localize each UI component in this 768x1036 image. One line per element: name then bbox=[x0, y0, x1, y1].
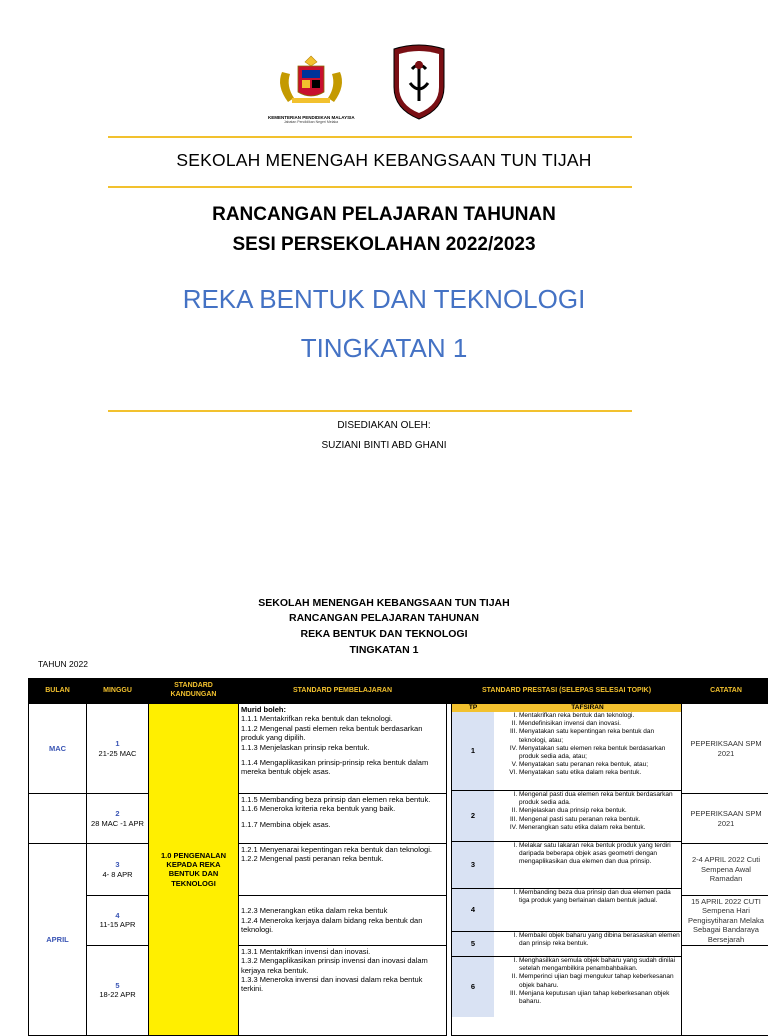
learning-item: 1.2.2 Mengenal pasti peranan reka bentuk. bbox=[241, 854, 444, 863]
prestasi-cell bbox=[452, 704, 682, 1036]
cover-school-name: SEKOLAH MENENGAH KEBANGSAAN TUN TIJAH bbox=[0, 150, 768, 171]
p2-year: TAHUN 2022 bbox=[38, 659, 88, 669]
tafsiran-item: III. Menjana keputusan ujian tahap keberkesanan objek baharu. bbox=[519, 990, 681, 1006]
tafsiran-item: II. Memperinci ujian bagi mengukur tahap keberkesanan objek baharu. bbox=[519, 973, 681, 989]
learning-cell bbox=[239, 844, 447, 896]
tp-label: TP bbox=[452, 704, 494, 712]
tafsiran-label: TAFSIRAN bbox=[494, 704, 681, 712]
cover-form: TINGKATAN 1 bbox=[0, 333, 768, 364]
catatan-note: PEPERIKSAAN SPM 2021 bbox=[682, 704, 768, 794]
tafsiran-item: IV. Menyatakan satu elemen reka bentuk berdasarkan produk sedia ada, atau; bbox=[519, 745, 681, 761]
learning-item: 1.1.6 Meneroka kriteria reka bentuk yang baik. bbox=[241, 804, 444, 813]
table-header-row bbox=[29, 679, 768, 704]
tafsiran-item: I. Melakar satu lakaran reka bentuk produk yang terdiri daripada beberapa objek asas geometri dengan mengaplikasikan dua elemen dan dua prinsip. bbox=[519, 842, 681, 866]
col-sk: STANDARD KANDUNGAN bbox=[149, 679, 239, 704]
murid-boleh: Murid boleh: bbox=[241, 705, 444, 714]
learning-item: 1.2.3 Menerangkan etika dalam reka bentuk bbox=[241, 906, 444, 915]
learning-item: 1.3.2 Mengaplikasikan prinsip invensi dan inovasi dalam kerjaya reka bentuk. bbox=[241, 956, 444, 975]
catatan-note: 15 APRIL 2022 CUTI Sempena Hari Pengisytiharan Melaka Sebagai Bandaraya Bersejarah bbox=[682, 896, 768, 946]
tp-row bbox=[452, 932, 681, 957]
tafsiran-item: II. Mendefinisikan invensi dan inovasi. bbox=[519, 720, 681, 728]
p2-form: TINGKATAN 1 bbox=[0, 644, 768, 656]
learning-item: 1.1.3 Menjelaskan prinsip reka bentuk. bbox=[241, 743, 444, 752]
tp-number: 5 bbox=[452, 932, 494, 956]
month-mac-cont bbox=[29, 794, 87, 844]
p2-subject: REKA BENTUK DAN TEKNOLOGI bbox=[0, 628, 768, 640]
tp-row bbox=[452, 791, 681, 842]
tafsiran-item: III. Mengenal pasti satu peranan reka bentuk. bbox=[519, 816, 681, 824]
cover-subject: REKA BENTUK DAN TEKNOLOGI bbox=[0, 284, 768, 315]
learning-cell bbox=[239, 896, 447, 946]
tafsiran-item: I. Membanding beza dua prinsip dan dua elemen pada tiga produk yang berlainan dalam bentuk jadual. bbox=[519, 889, 681, 905]
catatan-note: 2-4 APRIL 2022 Cuti Sempena Awal Ramadan bbox=[682, 844, 768, 896]
school-crest-icon bbox=[390, 43, 448, 121]
ministry-name: KEMENTERIAN PENDIDIKAN MALAYSIA bbox=[268, 115, 354, 120]
week-number: 3 bbox=[89, 860, 146, 869]
divider-middle bbox=[108, 186, 632, 188]
week-cell bbox=[87, 844, 149, 896]
tp-number: 3 bbox=[452, 842, 494, 888]
week-number: 5 bbox=[89, 981, 146, 990]
prepared-label: DISEDIAKAN OLEH: bbox=[0, 420, 768, 431]
month-april: APRIL bbox=[29, 844, 87, 1036]
week-dates: 28 MAC -1 APR bbox=[91, 819, 144, 828]
p2-school-name: SEKOLAH MENENGAH KEBANGSAAN TUN TIJAH bbox=[0, 597, 768, 609]
tp-row bbox=[452, 889, 681, 932]
week-cell bbox=[87, 896, 149, 946]
learning-item: 1.1.7 Membina objek asas. bbox=[241, 820, 444, 829]
prepared-name: SUZIANI BINTI ABD GHANI bbox=[0, 440, 768, 451]
divider-bottom bbox=[108, 410, 632, 412]
tp-number: 1 bbox=[452, 712, 494, 790]
col-catatan: CATATAN bbox=[682, 679, 768, 704]
tafsiran-item: I. Menghasilkan semula objek baharu yang sudah dinilai setelah mengambilkira penambahbaikan. bbox=[519, 957, 681, 973]
week-dates: 21-25 MAC bbox=[99, 749, 137, 758]
tafsiran-item: I. Membaiki objek baharu yang dibina berasaskan elemen dan prinsip reka bentuk. bbox=[519, 932, 681, 948]
tafsiran-item: IV. Menerangkan satu etika dalam reka bentuk. bbox=[519, 824, 681, 832]
divider-top bbox=[108, 136, 632, 138]
tp-number: 4 bbox=[452, 889, 494, 931]
learning-item: 1.1.4 Mengaplikasikan prinsip-prinsip reka bentuk dalam mereka bentuk objek asas. bbox=[241, 758, 444, 777]
week-dates: 18-22 APR bbox=[99, 990, 135, 999]
col-sp: STANDARD PEMBELAJARAN bbox=[239, 679, 447, 704]
learning-cell bbox=[239, 794, 447, 844]
malaysia-coat-of-arms-icon bbox=[268, 52, 354, 108]
rpt-table bbox=[28, 678, 768, 1036]
tafsiran-item: III. Menyatakan satu kepentingan reka bentuk dan teknologi, atau; bbox=[519, 728, 681, 744]
col-bulan: BULAN bbox=[29, 679, 87, 704]
week-dates: 4- 8 APR bbox=[102, 870, 132, 879]
week-number: 2 bbox=[89, 809, 146, 818]
week-number: 1 bbox=[89, 739, 146, 748]
prestasi-header bbox=[452, 704, 681, 712]
learning-item: 1.3.3 Meneroka invensi dan inovasi dalam reka bentuk terkini. bbox=[241, 975, 444, 994]
cover-plan-title: RANCANGAN PELAJARAN TAHUNAN bbox=[0, 204, 768, 226]
p2-plan-title: RANCANGAN PELAJARAN TAHUNAN bbox=[0, 612, 768, 624]
tp-number: 6 bbox=[452, 957, 494, 1017]
col-minggu: MINGGU bbox=[87, 679, 149, 704]
learning-item: 1.2.1 Menyenarai kepentingan reka bentuk dan teknologi. bbox=[241, 845, 444, 854]
tp-row bbox=[452, 842, 681, 889]
ministry-sub: Jabatan Pendidikan Negeri Melaka bbox=[268, 120, 354, 124]
tp-row bbox=[452, 957, 681, 1017]
week-cell bbox=[87, 794, 149, 844]
learning-item: 1.1.2 Mengenal pasti elemen reka bentuk berdasarkan produk yang dipilih. bbox=[241, 724, 444, 743]
school-crest bbox=[390, 43, 448, 121]
tafsiran-item: V. Menyatakan satu peranan reka bentuk, atau; bbox=[519, 761, 681, 769]
table-row bbox=[29, 704, 768, 794]
week-dates: 11-15 APR bbox=[100, 920, 136, 929]
catatan-empty bbox=[682, 945, 768, 1035]
learning-item: 1.3.1 Mentakrifkan invensi dan inovasi. bbox=[241, 947, 444, 956]
learning-item: 1.1.5 Membanding beza prinsip dan elemen reka bentuk. bbox=[241, 795, 444, 804]
tafsiran-item: I. Mengenal pasti dua elemen reka bentuk berdasarkan produk sedia ada. bbox=[519, 791, 681, 807]
week-cell bbox=[87, 704, 149, 794]
learning-item: 1.1.1 Mentakrifkan reka bentuk dan teknologi. bbox=[241, 714, 444, 723]
tafsiran-item: I. Mentakrifkan reka bentuk dan teknologi. bbox=[519, 712, 681, 720]
month-mac: MAC bbox=[29, 704, 87, 794]
cover-session: SESI PERSEKOLAHAN 2022/2023 bbox=[0, 234, 768, 256]
tafsiran-item: II. Menjelaskan dua prinsip reka bentuk. bbox=[519, 807, 681, 815]
standard-kandungan: 1.0 PENGENALAN KEPADA REKA BENTUK DAN TEKNOLOGI bbox=[149, 704, 239, 1036]
learning-cell bbox=[239, 704, 447, 794]
tp-row bbox=[452, 712, 681, 791]
learning-cell bbox=[239, 945, 447, 1035]
tafsiran-item: VI. Menyatakan satu etika dalam reka bentuk. bbox=[519, 769, 681, 777]
tp-number: 2 bbox=[452, 791, 494, 841]
col-prestasi: STANDARD PRESTASI (SELEPAS SELESAI TOPIK) bbox=[452, 679, 682, 704]
week-number: 4 bbox=[89, 911, 146, 920]
catatan-note: PEPERIKSAAN SPM 2021 bbox=[682, 794, 768, 844]
week-cell bbox=[87, 945, 149, 1035]
ministry-logo bbox=[268, 52, 354, 122]
learning-item: 1.2.4 Meneroka kerjaya dalam bidang reka bentuk dan teknologi. bbox=[241, 916, 444, 935]
